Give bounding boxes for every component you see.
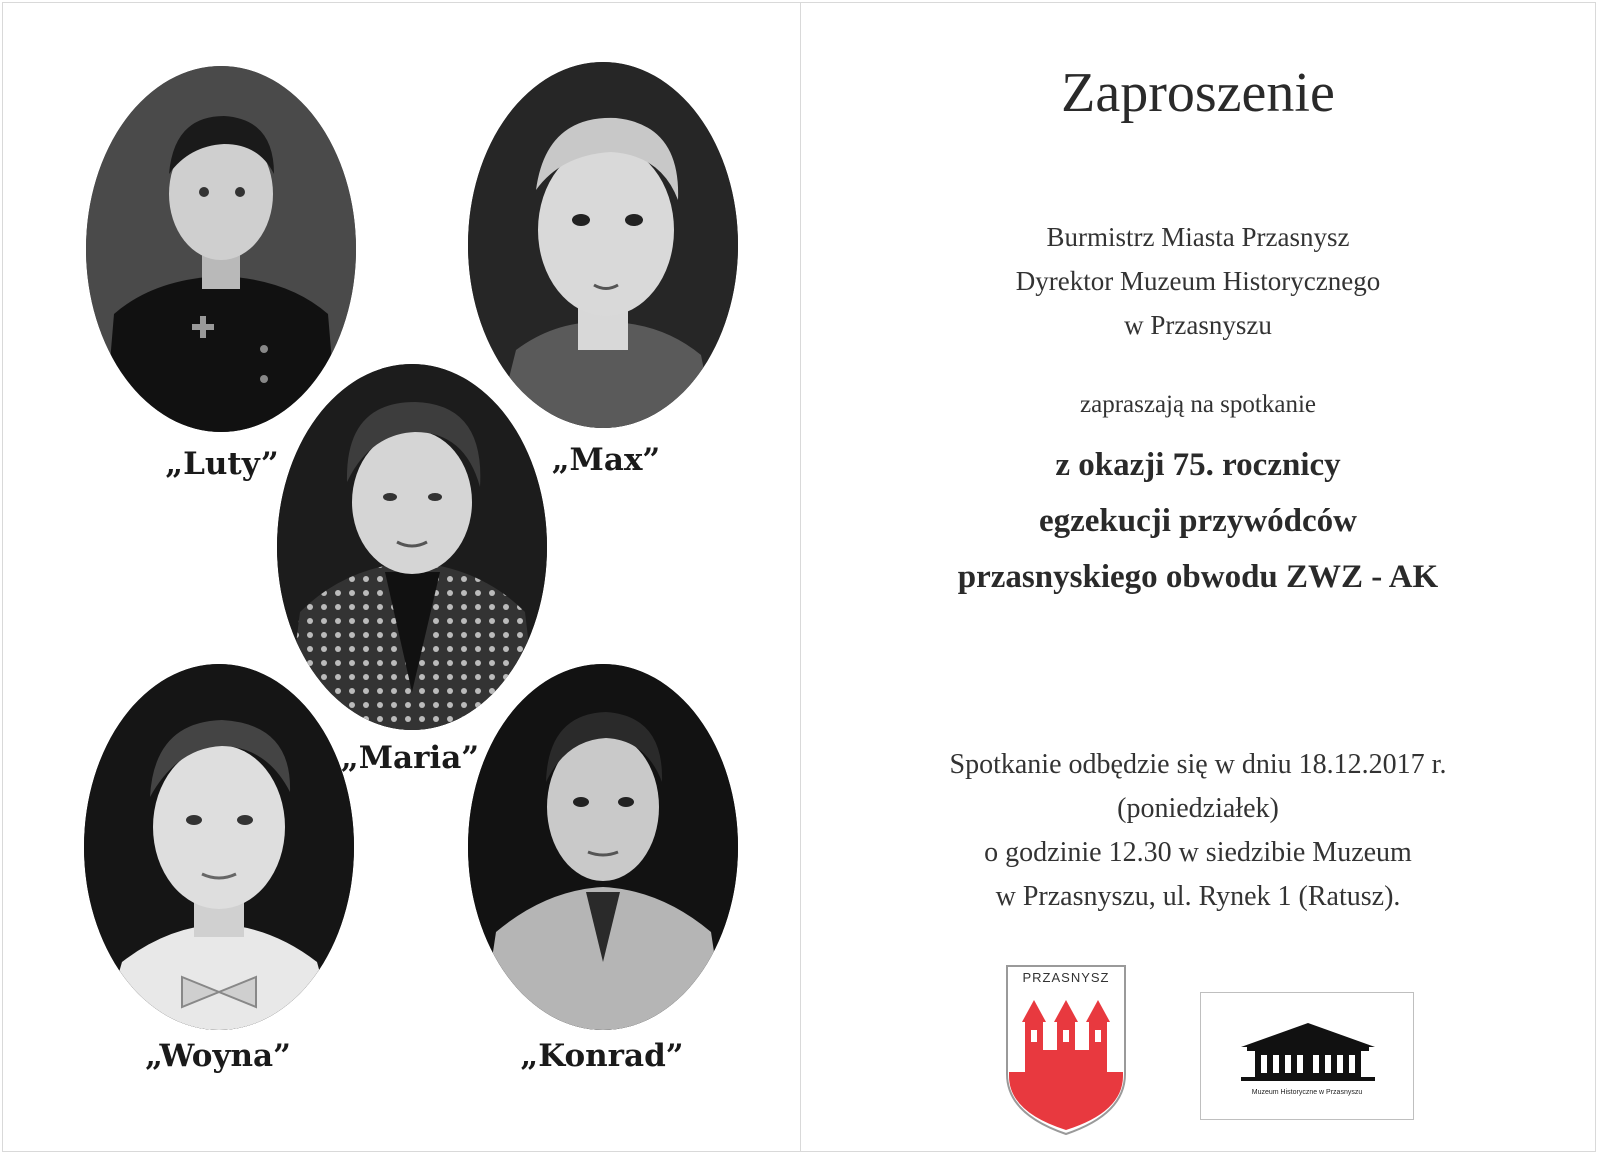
occasion-block — [801, 437, 1595, 605]
caption-maria: „Maria” — [340, 740, 480, 776]
portrait-woyna — [82, 662, 356, 1032]
city-crest — [1005, 964, 1127, 1136]
inviter-line: w Przasnyszu — [1124, 310, 1272, 340]
caption-konrad: „Konrad” — [520, 1038, 684, 1074]
invitation-title: Zaproszenie — [1061, 62, 1335, 124]
museum-building-icon — [1237, 1017, 1379, 1085]
caption-woyna: „Woyna” — [145, 1038, 291, 1074]
event-details-block — [801, 743, 1595, 919]
inviters-block — [801, 215, 1595, 347]
inviter-line: Burmistrz Miasta Przasnysz — [1046, 222, 1350, 252]
details-line: (poniedziałek) — [1117, 793, 1279, 824]
city-crest-icon — [1005, 964, 1127, 1136]
portrait-jacket-man-icon — [466, 662, 740, 1032]
occasion-line: z okazji 75. rocznicy — [1055, 447, 1341, 483]
details-line: w Przasnyszu, ul. Rynek 1 (Ratusz). — [995, 881, 1401, 912]
occasion-line: przasnyskiego obwodu ZWZ - AK — [957, 559, 1439, 595]
invite-line: zapraszają na spotkanie — [1080, 391, 1316, 418]
portrait-bowtie-man-icon — [82, 662, 356, 1032]
inviter-line: Dyrektor Muzeum Historycznego — [1015, 266, 1381, 296]
invitation-text-panel — [800, 2, 1596, 1152]
caption-max: „Max” — [551, 442, 661, 478]
details-line: Spotkanie odbędzie się w dniu 18.12.2017 r. — [949, 749, 1447, 780]
occasion-line: egzekucji przywódców — [1038, 503, 1357, 539]
museum-caption: Muzeum Historyczne w Przasnyszu — [1251, 1089, 1363, 1096]
museum-logo — [1200, 992, 1414, 1120]
crest-label: PRZASNYSZ — [1022, 970, 1110, 985]
caption-luty: „Luty” — [165, 446, 279, 482]
details-line: o godzinie 12.30 w siedzibie Muzeum — [984, 837, 1412, 868]
portrait-konrad — [466, 662, 740, 1032]
